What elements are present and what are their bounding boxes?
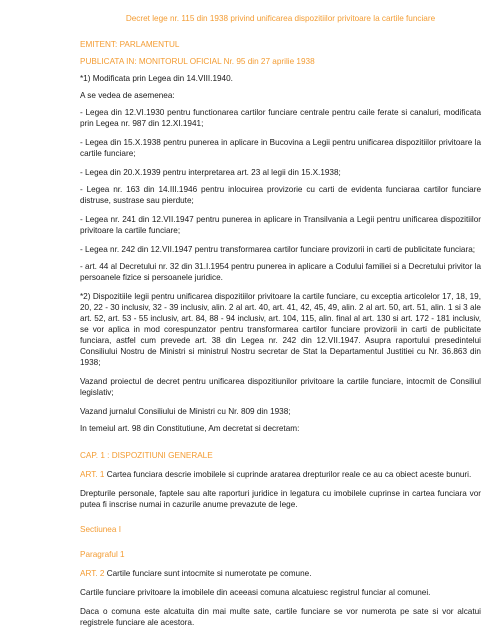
chapter-heading: CAP. 1 : DISPOZITIUNI GENERALE (80, 451, 213, 460)
reference-item: - Legea nr. 241 din 12.VII.1947 pentru punerea in aplicare in Transilvania a Legii pentru unificarea dispozitiilor privitoare la cartile funciare; (80, 215, 481, 235)
article-1-text: Cartea funciara descrie imobilele si cuprinde aratarea drepturilor reale ce au ca obiect aceste bunuri. (106, 470, 472, 479)
article-1 (80, 469, 481, 480)
article-2-label: ART. 2 (80, 569, 105, 578)
reference-item: - Legea din 15.X.1938 pentru punerea in aplicare in Bucovina a Legii pentru unificarea dispozitiilor privitoare la cartile funciare; (80, 138, 481, 158)
article-1-paragraph-2: Drepturile personale, faptele sau alte raporturi juridice in legatura cu imobilele cuprinse in cartea funciara vor putea fi inscrise numai in cazurile anume prevazute de lege. (80, 489, 481, 509)
vazand-proiect: Vazand proiectul de decret pentru unificarea dispozitiunilor privitoare la cartile funciare, intocmit de Consiliul legislativ; (80, 377, 481, 397)
article-2 (80, 568, 481, 579)
note-1: *1) Modificata prin Legea din 14.VIII.1940. (80, 74, 233, 83)
article-2-text: Cartile funciare sunt intocmite si numerotate pe comune. (106, 569, 312, 578)
temeiul: In temeiul art. 98 din Constitutiune, Am decretat si decretam: (80, 424, 300, 433)
see-also-heading: A se vedea de asemenea: (80, 91, 175, 100)
reference-item: - art. 44 al Decretului nr. 32 din 31.I.1954 pentru punerea in aplicare a Codului familiei si a Decretului privitor la persoanele fizice si persoanele juridice. (80, 262, 481, 282)
reference-item: - Legea din 20.X.1939 pentru interpretarea art. 23 al legii din 15.X.1938; (80, 168, 341, 177)
reference-item: - Legea nr. 242 din 12.VII.1947 pentru transformarea cartilor funciare provizorii in carti de publicitate funciara; (80, 245, 476, 254)
vazand-jurnal: Vazand jurnalul Consiliului de Ministri cu Nr. 809 din 1938; (80, 407, 291, 416)
article-2-paragraph-2: Cartile funciare privitoare la imobilele din aceeasi comuna alcatuiesc registrul funciar al comunei. (80, 588, 431, 597)
article-2-paragraph-3: Daca o comuna este alcatuita din mai multe sate, cartile funciare se vor numerota pe sate si vor alcatui registrele funciare ale acestora. (80, 607, 481, 627)
reference-item: - Legea din 12.VI.1930 pentru functionarea cartilor funciare centrale pentru caile ferate si canaluri, modificata prin Legea nr. 987 din 12.XI.1941; (80, 108, 481, 128)
publicata-line: PUBLICATA IN: MONITORUL OFICIAL Nr. 95 din 27 aprilie 1938 (80, 57, 315, 66)
document-title: Decret lege nr. 115 din 1938 privind unificarea dispozitiilor privitoare la cartile funciare (125, 14, 436, 23)
article-1-label: ART. 1 (80, 470, 105, 479)
paragraph-heading: Paragraful 1 (80, 550, 125, 559)
emitent-line: EMITENT: PARLAMENTUL (80, 40, 180, 49)
section-heading: Sectiunea I (80, 525, 121, 534)
reference-item: - Legea nr. 163 din 14.III.1946 pentru inlocuirea provizorie cu carti de evidenta funciaraa cartilor funciare distruse, sustrase sau pierdute; (80, 185, 481, 205)
note-2: *2) Dispozitiile legii pentru unificarea dispozitiilor privitoare la cartile funciare, cu exceptia articolelor 17, 18, 19, 20, 22 - 30 inclusiv, 32 - 39 inclusiv, alin. 2 al art. 40, art. 41, 42, 45, 49, alin. 2 al art. 50, art. 51, alin. 1 si 3 ale art. 52, art. 53 - 55 inclusiv, art. 84, 88 - 94 inclusiv, art. 104, 115, alin. final al art. 130 si art. 172 - 181 inclusiv, se vor aplica in mod corespunzator pentru transformarea cartilor funciare provizorii in carti de publicitate funciara, astfel cum prevede art. 38 din Legea nr. 242 din 12.VII.1947. Asupra raportului presedintelui Consiliului Nostru de Ministri si ministrul Nostru secretar de Stat la Departamentul Justitiei cu Nr. 36.863 din 1938; (80, 292, 481, 367)
